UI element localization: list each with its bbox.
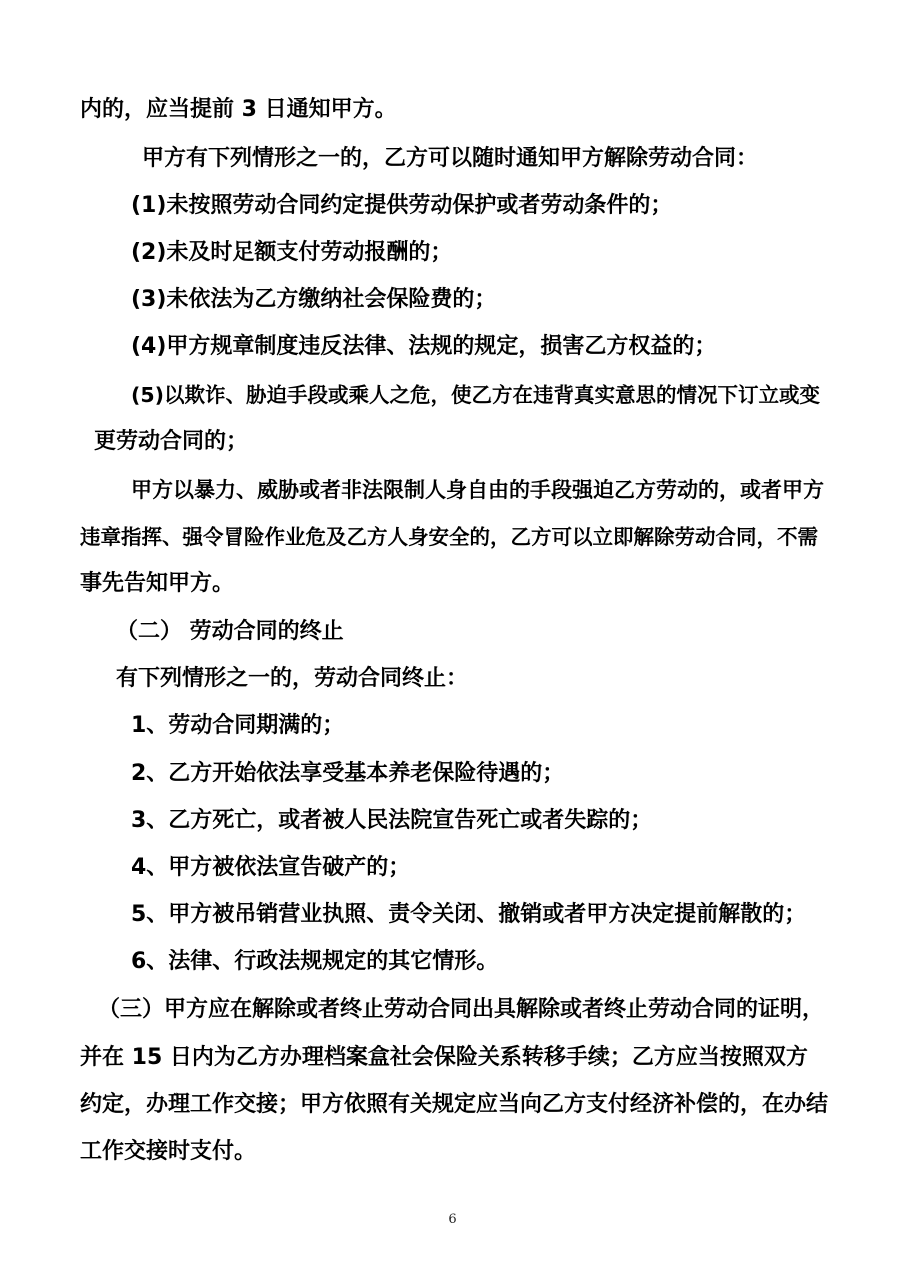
paragraph-line: 甲方有下列情形之一的，乙方可以随时通知甲方解除劳动合同：: [142, 146, 759, 171]
paragraph-line: 内的，应当提前 3 日通知甲方。: [80, 97, 397, 122]
list-item: (5)以欺诈、胁迫手段或乘人之危，使乙方在违背真实意思的情况下订立或变: [131, 383, 821, 407]
paragraph-line: 事先告知甲方。: [80, 571, 235, 596]
list-item: 5、甲方被吊销营业执照、责令关闭、撤销或者甲方决定提前解散的；: [131, 902, 807, 927]
paragraph-line: 并在 15 日内为乙方办理档案盒社会保险关系转移手续；乙方应当按照双方: [80, 1045, 808, 1070]
paragraph-line: 约定，办理工作交接；甲方依照有关规定应当向乙方支付经济补偿的，在办结: [80, 1092, 829, 1117]
paragraph-line: 有下列情形之一的，劳动合同终止：: [116, 666, 469, 691]
list-item: 6、法律、行政法规规定的其它情形。: [131, 949, 499, 974]
list-item: (4)甲方规章制度违反法律、法规的规定，损害乙方权益的；: [131, 334, 717, 359]
section-heading: （二） 劳动合同的终止: [116, 619, 344, 644]
list-item: (1)未按照劳动合同约定提供劳动保护或者劳动条件的；: [131, 193, 673, 218]
list-item: 1、劳动合同期满的；: [131, 713, 345, 738]
list-item: 2、乙方开始依法享受基本养老保险待遇的；: [131, 761, 565, 786]
paragraph-line: （三）甲方应在解除或者终止劳动合同出具解除或者终止劳动合同的证明，: [98, 997, 825, 1022]
list-item-continuation: 更劳动合同的；: [94, 429, 249, 454]
paragraph-line: 违章指挥、强令冒险作业危及乙方人身安全的，乙方可以立即解除劳动合同，不需: [80, 525, 818, 549]
paragraph-line: 工作交接时支付。: [80, 1139, 257, 1164]
list-item: 4、甲方被依法宣告破产的；: [131, 855, 411, 880]
page-number: 6: [448, 1212, 457, 1227]
paragraph-line: 甲方以暴力、威胁或者非法限制人身自由的手段强迫乙方劳动的，或者甲方: [131, 478, 824, 502]
list-item: 3、乙方死亡，或者被人民法院宣告死亡或者失踪的；: [131, 808, 653, 833]
list-item: (3)未依法为乙方缴纳社会保险费的；: [131, 287, 497, 312]
list-item: (2)未及时足额支付劳动报酬的；: [131, 240, 453, 265]
